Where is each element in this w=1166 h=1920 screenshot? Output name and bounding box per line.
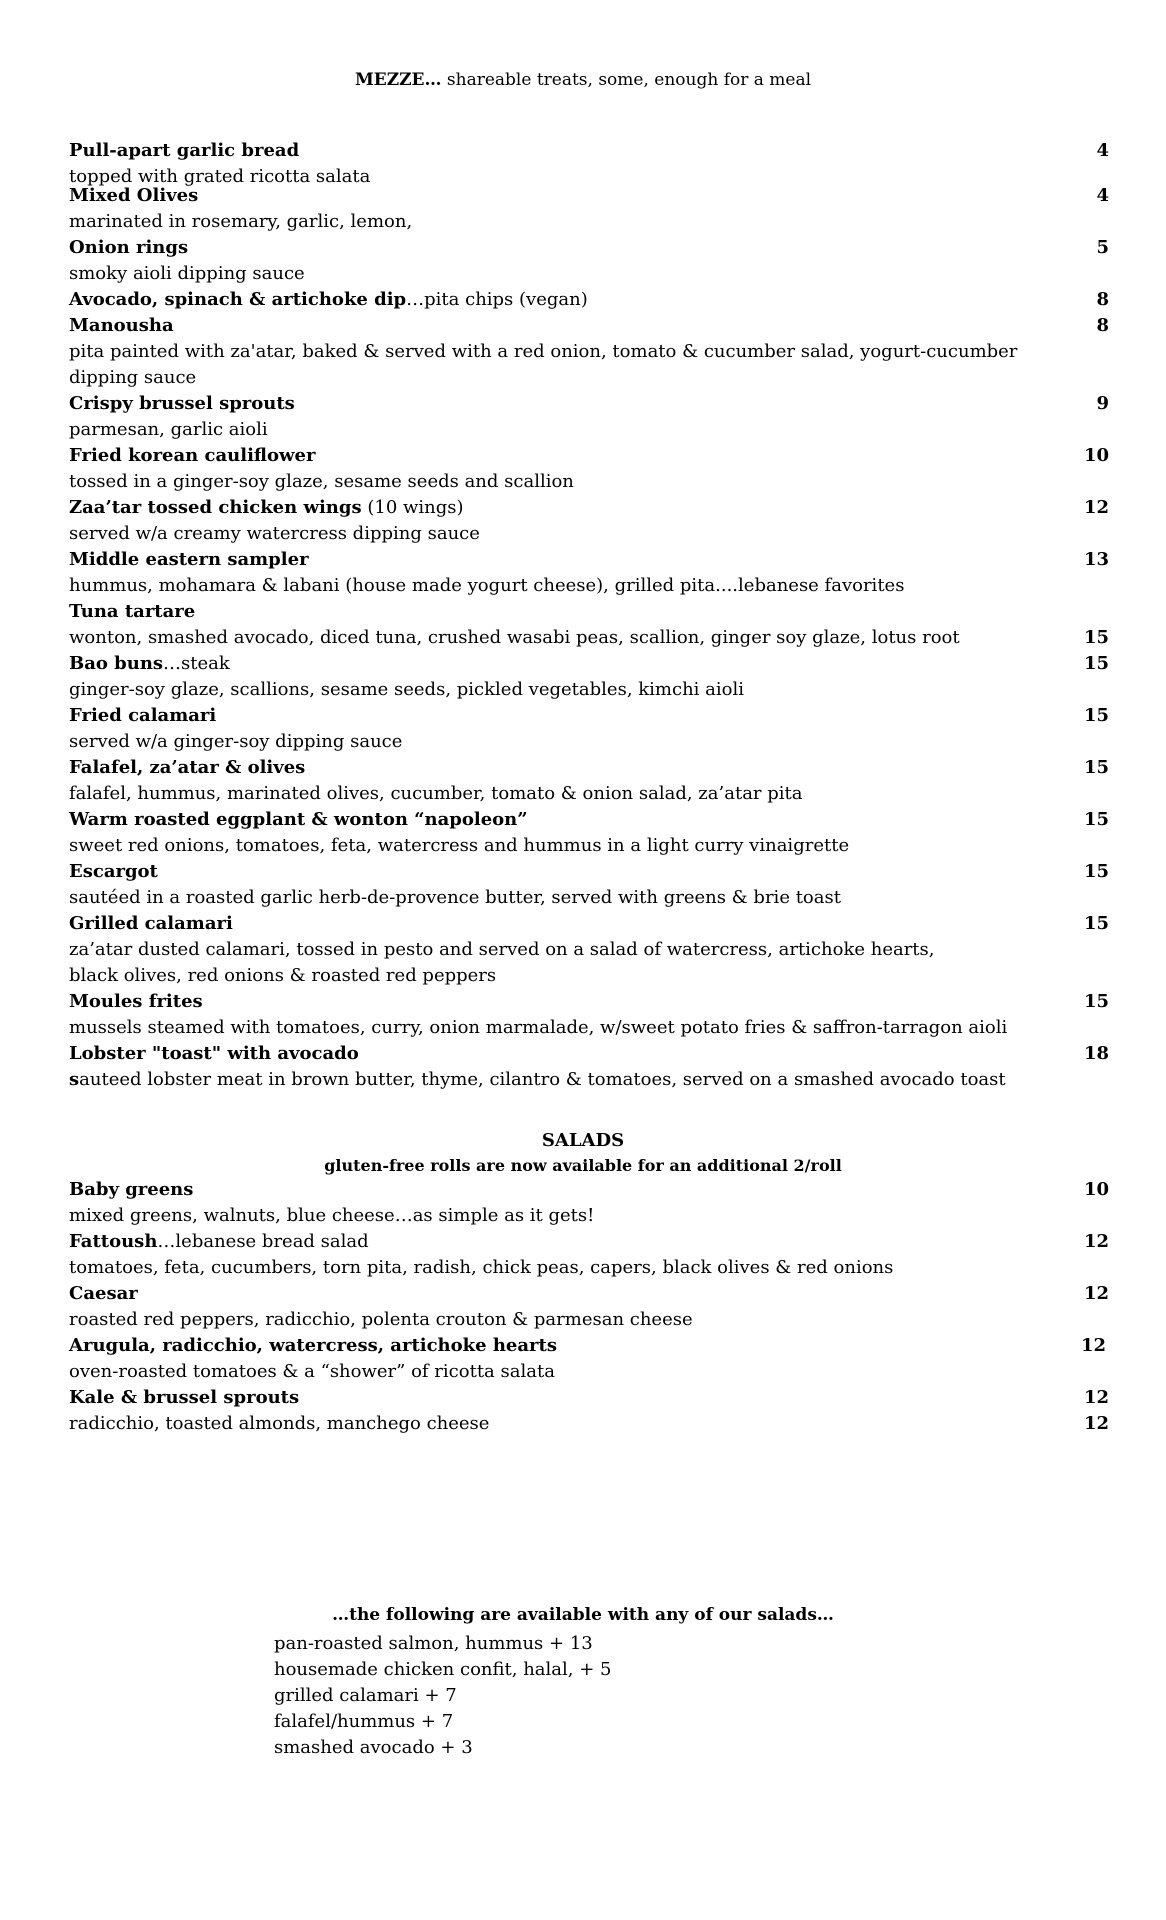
item-name: [69, 703, 1109, 729]
item-name: [69, 1385, 1109, 1411]
item-price: 8: [1096, 315, 1109, 336]
item-name: [69, 235, 1109, 261]
item-price: 12: [1083, 1387, 1109, 1408]
item-name-suffix: …pita chips (vegan): [406, 289, 588, 310]
menu-item: [69, 599, 1109, 651]
item-price-secondary: 12: [1083, 1413, 1109, 1434]
item-name-text: Arugula, radicchio, watercress, artichoke hearts: [69, 1335, 557, 1356]
item-price: 4: [1096, 185, 1109, 206]
item-name-text: Baby greens: [69, 1179, 194, 1200]
item-price: 15: [1083, 653, 1109, 674]
item-name-text: Bao buns: [69, 653, 164, 674]
menu-item: [69, 313, 1109, 391]
menu-item: [69, 547, 1109, 599]
item-description: parmesan, garlic aioli: [69, 419, 268, 440]
item-name-text: Onion rings: [69, 237, 189, 258]
item-description: tomatoes, feta, cucumbers, torn pita, radish, chick peas, capers, black olives & red onions: [69, 1257, 894, 1278]
item-description: [69, 1067, 1059, 1093]
item-description: wonton, smashed avocado, diced tuna, crushed wasabi peas, scallion, ginger soy glaze, lotus root: [69, 627, 960, 648]
salads-title: SALADS: [541, 1130, 625, 1151]
menu-item: [69, 1385, 1109, 1437]
item-price: 10: [1083, 1179, 1109, 1200]
item-name: [69, 1333, 1109, 1359]
item-name: [69, 547, 1109, 573]
addon-item: housemade chicken confit, halal, + 5: [274, 1659, 612, 1680]
item-name-text: Zaa’tar tossed chicken wings: [69, 497, 362, 518]
addons-list: [274, 1631, 611, 1761]
item-price: 13: [1083, 549, 1109, 570]
item-description: radicchio, toasted almonds, manchego cheese: [69, 1413, 490, 1434]
item-name: [69, 1177, 1109, 1203]
item-name-text: Grilled calamari: [69, 913, 233, 934]
item-price: 10: [1083, 445, 1109, 466]
item-name: [69, 443, 1109, 469]
item-description: marinated in rosemary, garlic, lemon,: [69, 211, 413, 232]
item-description: pita painted with za'atar, baked & served with a red onion, tomato & cucumber salad, yogurt-cucumber dipping sauce: [69, 341, 1018, 388]
item-description-initial: s: [69, 1069, 80, 1090]
item-price: 15: [1083, 757, 1109, 778]
item-name-text: Fried korean cauliflower: [69, 445, 316, 466]
item-name-text: Middle eastern sampler: [69, 549, 309, 570]
item-name: [69, 183, 1109, 209]
item-description: hummus, mohamara & labani (house made yogurt cheese), grilled pita....lebanese favorites: [69, 575, 905, 596]
item-name: [69, 138, 1109, 164]
item-price: 15: [1083, 913, 1109, 934]
item-name-text: Falafel, za’atar & olives: [69, 757, 306, 778]
item-name-text: Escargot: [69, 861, 158, 882]
item-price: 15: [1083, 809, 1109, 830]
menu-item: [69, 989, 1109, 1041]
item-price: 12: [1083, 1231, 1109, 1252]
item-description: mussels steamed with tomatoes, curry, onion marmalade, w/sweet potato fries & saffron-tarragon aioli: [69, 1017, 1008, 1038]
menu-item: [69, 651, 1109, 703]
menu-item: [69, 1333, 1109, 1385]
item-name: [69, 313, 1109, 339]
item-name-suffix: …lebanese bread salad: [157, 1231, 369, 1252]
salads-list: [69, 1177, 1109, 1437]
item-price: 15: [1083, 991, 1109, 1012]
menu-item: [69, 807, 1109, 859]
mezze-header: [0, 69, 1166, 91]
menu-item: [69, 1229, 1109, 1281]
item-name: [69, 495, 1109, 521]
item-description: oven-roasted tomatoes & a “shower” of ricotta salata: [69, 1361, 555, 1382]
item-price: 5: [1096, 237, 1109, 258]
item-name: [69, 989, 1109, 1015]
item-name: [69, 651, 1109, 677]
menu-item: [69, 183, 1109, 235]
item-price: 15: [1083, 627, 1109, 648]
item-name-text: Tuna tartare: [69, 601, 196, 622]
mezze-title: MEZZE…: [354, 70, 442, 90]
item-name: [69, 911, 1109, 937]
item-name-suffix: …steak: [163, 653, 230, 674]
item-description: sweet red onions, tomatoes, feta, watercress and hummus in a light curry vinaigrette: [69, 835, 850, 856]
salads-note: gluten-free rolls are now available for an additional 2/roll: [324, 1156, 842, 1175]
item-description-text: auteed lobster meat in brown butter, thyme, cilantro & tomatoes, served on a smashed avocado toast: [79, 1069, 1006, 1090]
item-description: topped with grated ricotta salata: [69, 166, 371, 187]
item-name-text: Pull-apart garlic bread: [69, 140, 300, 161]
item-name-text: Warm roasted eggplant & wonton “napoleon”: [69, 809, 528, 830]
item-name-suffix: (10 wings): [361, 497, 464, 518]
addon-item: smashed avocado + 3: [274, 1737, 473, 1758]
mezze-subtitle: shareable treats, some, enough for a meal: [441, 70, 812, 90]
item-description: roasted red peppers, radicchio, polenta crouton & parmesan cheese: [69, 1309, 693, 1330]
item-name-text: Crispy brussel sprouts: [69, 393, 295, 414]
menu-item: [69, 703, 1109, 755]
addons-title: …the following are available with any of our salads…: [332, 1605, 834, 1625]
menu-item: [69, 495, 1109, 547]
menu-item: [69, 443, 1109, 495]
item-name-text: Fried calamari: [69, 705, 217, 726]
item-name-text: Manousha: [69, 315, 174, 336]
addon-item: grilled calamari + 7: [274, 1685, 457, 1706]
item-price: 12: [1080, 1335, 1106, 1356]
item-description: sautéed in a roasted garlic herb-de-provence butter, served with greens & brie toast: [69, 887, 841, 908]
item-name-text: Lobster "toast" with avocado: [69, 1043, 359, 1064]
menu-item: [69, 1177, 1109, 1229]
item-description: served w/a ginger-soy dipping sauce: [69, 731, 403, 752]
item-description: za’atar dusted calamari, tossed in pesto and served on a salad of watercress, artichoke hearts, black olives, red onions & roasted red peppers: [69, 939, 935, 986]
item-name-text: Moules frites: [69, 991, 203, 1012]
addon-item: pan-roasted salmon, hummus + 13: [274, 1633, 593, 1654]
item-name-text: Kale & brussel sprouts: [69, 1387, 300, 1408]
item-price: 18: [1083, 1043, 1109, 1064]
item-name: [69, 755, 1109, 781]
item-name: [69, 1229, 1109, 1255]
item-name: [69, 807, 1109, 833]
item-name: [69, 391, 1109, 417]
item-description: mixed greens, walnuts, blue cheese…as simple as it gets!: [69, 1205, 595, 1226]
item-name-text: Mixed Olives: [69, 185, 199, 206]
menu-item: [69, 287, 1109, 313]
item-description: falafel, hummus, marinated olives, cucumber, tomato & onion salad, za’atar pita: [69, 783, 803, 804]
item-name-text: Avocado, spinach & artichoke dip: [69, 289, 407, 310]
item-description: smoky aioli dipping sauce: [69, 263, 305, 284]
item-description: tossed in a ginger-soy glaze, sesame seeds and scallion: [69, 471, 574, 492]
item-price: 4: [1096, 140, 1109, 161]
menu-item: [69, 235, 1109, 287]
mezze-list: [69, 138, 1109, 1093]
item-price: 12: [1083, 497, 1109, 518]
menu-item: [69, 755, 1109, 807]
item-name: [69, 1041, 1109, 1067]
item-name-text: Caesar: [69, 1283, 138, 1304]
menu-item: [69, 1281, 1109, 1333]
item-price: 15: [1083, 705, 1109, 726]
menu-item: [69, 1041, 1109, 1093]
item-name: [69, 599, 1109, 625]
item-price: 15: [1083, 861, 1109, 882]
menu-item: [69, 391, 1109, 443]
item-name: [69, 287, 1109, 313]
item-price: 8: [1096, 289, 1109, 310]
menu-item: [69, 911, 1109, 989]
item-name: [69, 859, 1109, 885]
item-description: ginger-soy glaze, scallions, sesame seeds, pickled vegetables, kimchi aioli: [69, 679, 744, 700]
item-name: [69, 1281, 1109, 1307]
item-name-text: Fattoush: [69, 1231, 158, 1252]
item-description: served w/a creamy watercress dipping sauce: [69, 523, 480, 544]
menu-item: [69, 859, 1109, 911]
addon-item: falafel/hummus + 7: [274, 1711, 454, 1732]
item-price: 12: [1083, 1283, 1109, 1304]
item-price: 9: [1096, 393, 1109, 414]
